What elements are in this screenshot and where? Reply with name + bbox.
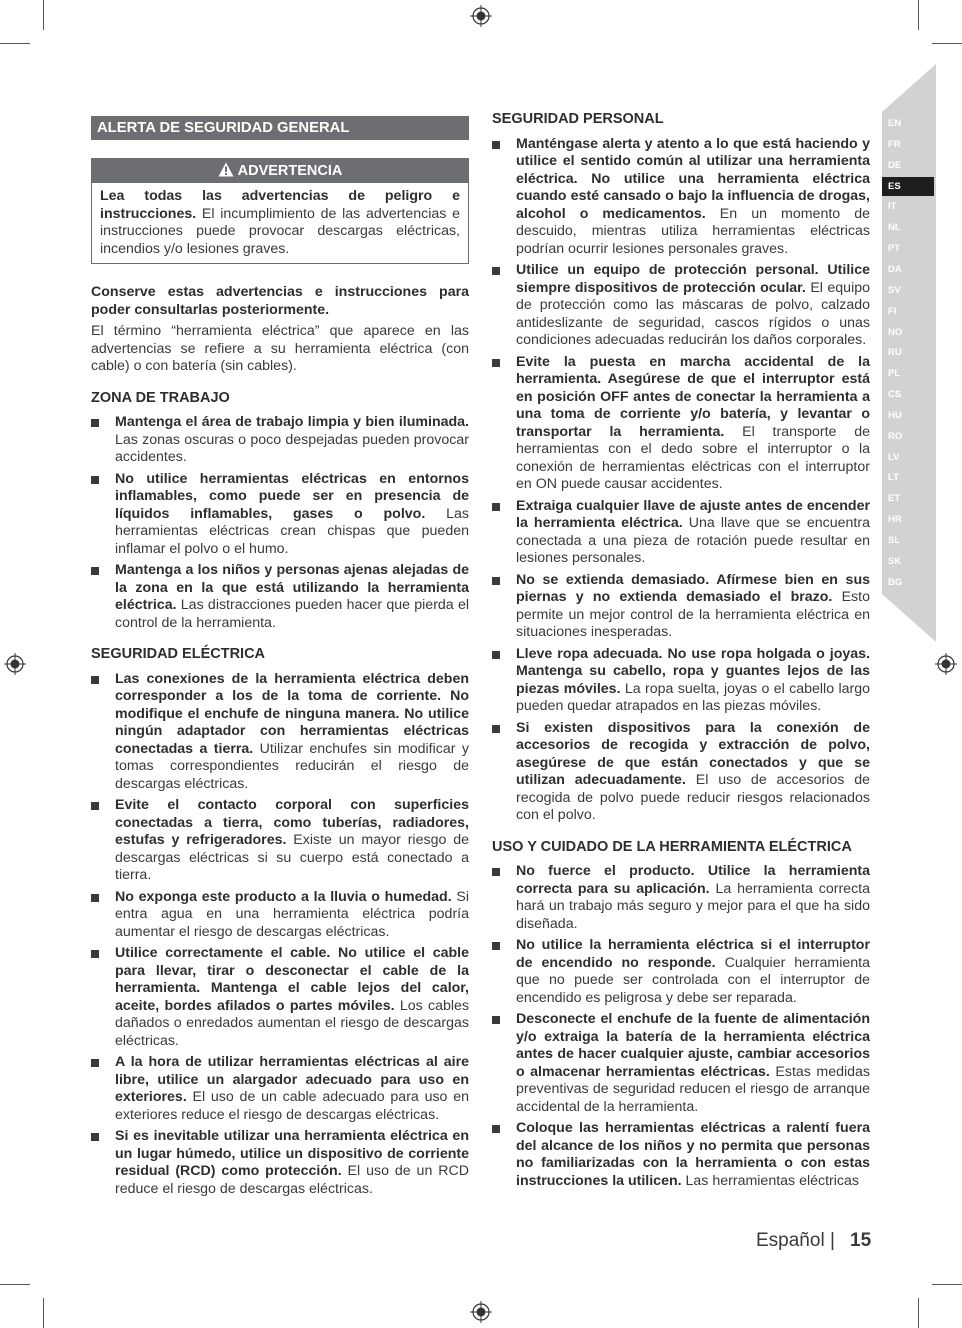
item-bold-text: No se extienda demasiado. Afírmese bien en sus piernas y no extienda demasiado el brazo.	[516, 571, 870, 605]
language-tab-en: EN	[888, 118, 902, 129]
item-text: El uso de un cable adecuado para uso en exteriores reduce el riesgo de descargas eléctricas.	[115, 1089, 469, 1123]
language-tab-sv: SV	[888, 284, 901, 296]
bullet-square-icon	[492, 1016, 500, 1024]
registration-mark-icon	[470, 1301, 492, 1323]
language-tab-sl: SL	[888, 535, 901, 546]
crop-mark	[0, 1284, 30, 1285]
left-column	[91, 116, 469, 1202]
item-bold-text: Extraiga cualquier llave de ajuste antes de encender la herramienta eléctrica.	[516, 497, 870, 531]
bullet-square-icon	[492, 942, 500, 950]
crop-mark	[0, 43, 30, 44]
language-tab-no: NO	[888, 326, 903, 338]
list-item	[492, 572, 870, 642]
list-item	[492, 1011, 870, 1116]
bullet-square-icon	[91, 567, 99, 575]
bullet-list	[492, 136, 870, 825]
bullet-square-icon	[492, 503, 500, 511]
item-text: El uso de accesorios de recogida de polvo puede reducir riesgos relacionados con el polvo.	[516, 772, 870, 823]
section-heading: SEGURIDAD ELÉCTRICA	[91, 646, 266, 662]
item-text: La ropa suelta, joyas o el cabello largo pueden quedar atrapados en las piezas móviles.	[516, 680, 871, 714]
list-item	[91, 671, 469, 794]
list-item	[91, 562, 469, 632]
warning-body	[92, 183, 468, 263]
bullet-square-icon	[91, 950, 99, 958]
intro-paragraph: El término “herramienta eléctrica” que aparece en las advertencias se refiere a su herramienta eléctrica (con cable) o con batería (sin cables).	[91, 323, 469, 374]
bullet-square-icon	[91, 1133, 99, 1141]
language-tab-sk: SK	[888, 555, 902, 567]
item-bold-text: Coloque las herramientas eléctricas a ralentí fuera del alcance de los niños y no permita que personas no familiarizadas con la herramienta o con estas instrucciones la utilicen.	[516, 1120, 870, 1189]
list-item	[492, 1120, 870, 1190]
item-bold-text: Mantenga a los niños y personas ajenas alejadas de la zona en la que está utilizando la herramienta eléctrica.	[115, 562, 469, 613]
language-tab-ru: RU	[888, 347, 902, 359]
registration-mark-icon	[4, 653, 26, 675]
language-tab-it: IT	[888, 201, 897, 213]
list-item	[91, 471, 469, 559]
list-item	[492, 863, 870, 933]
crop-mark	[918, 1298, 919, 1328]
bullet-square-icon	[492, 359, 500, 367]
left-sections	[91, 390, 469, 1199]
crop-mark	[918, 0, 919, 30]
section-heading: ZONA DE TRABAJO	[91, 389, 230, 406]
language-tab-cs: CS	[888, 389, 902, 401]
warning-title: ADVERTENCIA	[237, 163, 343, 179]
language-tab-bg: BG	[888, 576, 903, 588]
language-tab-nl: NL	[888, 222, 901, 234]
warning-box	[91, 158, 469, 264]
item-bold-text: No utilice la herramienta eléctrica si el interruptor de encendido no responde.	[516, 937, 870, 971]
crop-mark	[932, 1284, 962, 1285]
list-item	[492, 498, 870, 568]
item-bold-text: Utilice correctamente el cable. No utilice el cable para llevar, tirar o desconectar el cable de la herramienta. Mantenga el cable lejos del calor, aceite, bordes afilados o partes móviles.	[115, 945, 469, 1014]
bullet-square-icon	[91, 476, 99, 484]
item-text: Las distracciones pueden hacer que pierda el control de la herramienta.	[115, 597, 469, 631]
language-tab-hr: HR	[888, 514, 902, 526]
language-tab-fi: FI	[888, 305, 897, 317]
right-sections	[492, 111, 870, 1190]
warning-text: El incumplimiento de las advertencias e instrucciones puede provocar descargas eléctricas, incendios y/o lesiones graves.	[100, 205, 460, 257]
list-item	[91, 889, 469, 942]
item-text: Las herramientas eléctricas crean chispas que pueden inflamar el polvo o el humo.	[115, 505, 469, 557]
bullet-square-icon	[492, 577, 500, 585]
item-bold-text: Manténgase alerta y atento a lo que está haciendo y utilice el sentido común al utilizar una herramienta eléctrica. No utilice una herramienta eléctrica cuando esté cansado o bajo la influencia de drogas, alcohol o medicamentos.	[516, 135, 870, 222]
item-text: La herramienta correcta hará un trabajo más seguro y mejor para el que ha sido diseñada.	[516, 880, 870, 932]
language-tab-lv: LV	[888, 451, 900, 463]
item-bold-text: Evite la puesta en marcha accidental de la herramienta. Asegúrese de que el interruptor está en posición OFF antes de conectar la herramienta a una toma de corriente y/o batería, y levantar o transportar la herramienta.	[516, 353, 870, 440]
registration-mark-icon	[935, 653, 957, 675]
bullet-square-icon	[91, 676, 99, 684]
bullet-list	[91, 414, 469, 632]
section-title-bar: ALERTA DE SEGURIDAD GENERAL	[91, 116, 469, 140]
bullet-square-icon	[492, 868, 500, 876]
item-text: Utilizar enchufes sin modificar y tomas correspondientes reducirán el riesgo de descargas eléctricas.	[115, 740, 469, 792]
item-bold-text: No utilice herramientas eléctricas en entornos inflamables, como puede ser en presencia de líquidos inflamables, gases o polvo.	[115, 470, 469, 522]
language-tab-de: DE	[888, 159, 902, 171]
list-item	[91, 945, 469, 1050]
bullet-list	[91, 671, 469, 1199]
bullet-square-icon	[91, 419, 99, 427]
list-item	[91, 414, 469, 467]
language-tab-ro: RO	[888, 430, 903, 442]
item-text: Existe un mayor riesgo de descargas eléctricas si su cuerpo está conectado a tierra.	[115, 832, 469, 883]
item-text: Las zonas oscuras o poco despejadas pueden provocar accidentes.	[115, 431, 469, 465]
language-tab-et: ET	[888, 493, 901, 505]
list-item	[492, 262, 870, 350]
item-text: Las herramientas eléctricas	[681, 1172, 859, 1189]
item-text: Los cables dañados o enredados aumentan el riesgo de descargas eléctricas.	[115, 997, 469, 1049]
item-bold-text: No fuerce el producto. Utilice la herramienta correcta para su aplicación.	[516, 863, 870, 897]
item-bold-text: Si es inevitable utilizar una herramienta eléctrica en un lugar húmedo, utilice un dispositivo de corriente residual (RCD) como protección.	[115, 1128, 469, 1179]
language-tab-hu: HU	[888, 409, 902, 421]
item-bold-text: Si existen dispositivos para la conexión de accesorios de recogida y extracción de polvo, asegúrese de que están conectados y que se utilizan adecuadamente.	[516, 719, 870, 788]
bullet-square-icon	[492, 651, 500, 659]
language-tab-lt: LT	[888, 472, 899, 484]
item-text: Si entra agua en una herramienta eléctrica podría aumentar el riesgo de descargas eléctricas.	[115, 888, 470, 940]
item-bold-text: Mantenga el área de trabajo limpia y bien iluminada.	[115, 414, 469, 430]
list-item	[492, 136, 870, 259]
language-tab-da: DA	[888, 263, 902, 275]
list-item	[91, 1054, 469, 1124]
crop-mark	[43, 1298, 44, 1328]
item-bold-text: Desconecte el enchufe de la fuente de alimentación y/o extraiga la batería de la herramienta eléctrica antes de hacer cualquier ajuste, cambiar accesorios o almacenar herramientas eléctricas.	[516, 1011, 870, 1080]
bullet-square-icon	[91, 1059, 99, 1067]
item-bold-text: Evite el contacto corporal con superficies conectadas a tierra, como tuberías, radiadores, estufas y refrigeradores.	[115, 797, 469, 848]
crop-mark	[932, 43, 962, 44]
list-item	[492, 720, 870, 825]
list-item	[492, 937, 870, 1007]
item-bold-text: Lleve ropa adecuada. No use ropa holgada o joyas. Mantenga su cabello, ropa y guantes lejos de las piezas móviles.	[516, 645, 870, 697]
item-text: Esto permite un mejor control de la herramienta eléctrica en situaciones inesperadas.	[516, 589, 870, 640]
bullet-square-icon	[91, 894, 99, 902]
item-bold-text: A la hora de utilizar herramientas eléctricas al aire libre, utilice un alargador adecuado para uso en exteriores.	[115, 1054, 469, 1105]
intro-bold-paragraph: Conserve estas advertencias e instrucciones para poder consultarlas posteriormente.	[91, 284, 469, 318]
item-text: Cualquier herramienta que no puede ser controlada con el interruptor de encendido es peligrosa y debe ser reparada.	[516, 954, 870, 1006]
section-heading: USO Y CUIDADO DE LA HERRAMIENTA ELÉCTRICA	[492, 838, 852, 855]
item-bold-text: Las conexiones de la herramienta eléctrica deben corresponder a los de la toma de corriente. No modifique el enchufe de ninguna manera. No utilice ningún adaptador con herramientas eléctricas conectadas a tierra.	[115, 670, 469, 757]
registration-mark-icon	[470, 5, 492, 27]
language-tab-pl: PL	[888, 368, 901, 380]
warning-triangle-icon	[218, 162, 234, 177]
warning-header	[92, 159, 468, 183]
list-item	[91, 797, 469, 885]
language-tab-pt: PT	[888, 243, 901, 255]
crop-mark	[43, 0, 44, 30]
bullet-square-icon	[91, 802, 99, 810]
list-item	[492, 354, 870, 494]
bullet-square-icon	[492, 141, 500, 149]
bullet-square-icon	[492, 725, 500, 733]
list-item	[91, 1128, 469, 1198]
item-text: El uso de un RCD reduce el riesgo de descargas eléctricas.	[115, 1163, 469, 1197]
bullet-list	[492, 863, 870, 1190]
language-tab-fr: FR	[888, 138, 901, 150]
item-text: El transporte de herramientas con el dedo sobre el interruptor o la conexión de herramientas eléctricas con el interruptor en ON puede causar accidentes.	[516, 423, 870, 492]
language-tab-es: ES	[882, 177, 934, 196]
section-heading: SEGURIDAD PERSONAL	[492, 111, 664, 127]
item-text: El equipo de protección como las máscaras de polvo, calzado antideslizante de seguridad, cascos rígidos o unas condiciones adecuadas reducirán los daños corporales.	[516, 279, 870, 348]
warning-bold-text: Lea todas las advertencias de peligro e instrucciones.	[100, 188, 460, 222]
item-bold-text: Utilice un equipo de protección personal. Utilice siempre dispositivos de protección ocular.	[516, 262, 870, 296]
item-bold-text: No exponga este producto a la lluvia o humedad.	[115, 888, 452, 905]
bullet-square-icon	[492, 267, 500, 275]
page-number: 15	[850, 1230, 872, 1251]
item-text: En un momento de descuido, mientras utiliza herramientas eléctricas podrían ocurrir lesiones personales graves.	[516, 205, 870, 257]
item-text: Estas medidas preventivas de seguridad reducen el riesgo de arranque accidental de la herramienta.	[516, 1063, 870, 1115]
right-column	[492, 111, 870, 1194]
bullet-square-icon	[492, 1125, 500, 1133]
list-item	[492, 646, 870, 716]
footer-language: Español |	[756, 1230, 835, 1251]
item-text: Una llave que se encuentra conectada a una pieza de rotación puede resultar en lesiones personales.	[516, 515, 870, 566]
